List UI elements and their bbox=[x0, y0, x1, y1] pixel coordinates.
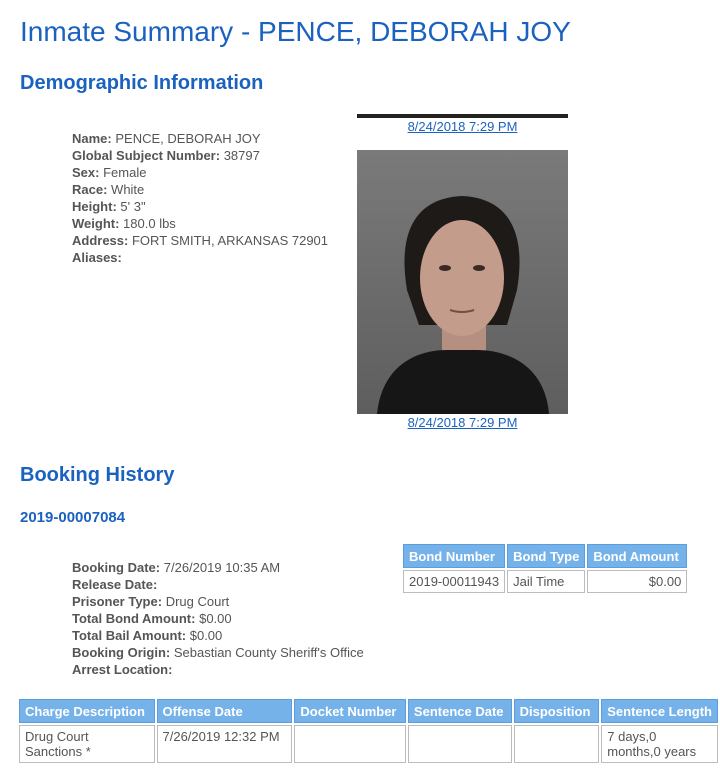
field-label: Booking Origin: bbox=[72, 645, 171, 660]
total-bail-amount-row bbox=[72, 627, 364, 644]
field-value: 38797 bbox=[223, 148, 260, 163]
field-label: Booking Date: bbox=[72, 560, 161, 575]
field-label: Address: bbox=[72, 233, 129, 248]
column-header: Bond Type bbox=[507, 544, 585, 568]
disposition-cell bbox=[514, 725, 600, 763]
aliases-row bbox=[72, 249, 328, 266]
field-label: Arrest Location: bbox=[72, 662, 173, 677]
table-row bbox=[403, 570, 687, 593]
booking-number-heading: 2019-00007084 bbox=[20, 509, 126, 526]
mugshot-photo[interactable] bbox=[357, 150, 568, 414]
field-label: Weight: bbox=[72, 216, 120, 231]
field-label: Total Bail Amount: bbox=[72, 628, 187, 643]
field-value: $0.00 bbox=[199, 611, 232, 626]
address-row bbox=[72, 232, 328, 249]
mugshot-image bbox=[357, 150, 568, 414]
photo-date-link[interactable]: 8/24/2018 7:29 PM bbox=[407, 415, 518, 430]
column-header: Offense Date bbox=[157, 699, 293, 723]
field-label: Name: bbox=[72, 131, 112, 146]
column-header: Bond Number bbox=[403, 544, 505, 568]
name-row bbox=[72, 130, 328, 147]
booking-history-heading: Booking History bbox=[20, 464, 175, 486]
total-bond-amount-row bbox=[72, 610, 364, 627]
field-value: PENCE, DEBORAH JOY bbox=[115, 131, 261, 146]
bond-amount-cell: $0.00 bbox=[587, 570, 687, 593]
global-subject-number-row bbox=[72, 147, 328, 164]
page-title: Inmate Summary - PENCE, DEBORAH JOY bbox=[20, 16, 571, 47]
release-date-row bbox=[72, 576, 364, 593]
height-row bbox=[72, 198, 328, 215]
charge-description-cell: Drug Court Sanctions * bbox=[19, 725, 155, 763]
field-value: Sebastian County Sheriff's Office bbox=[173, 645, 364, 660]
column-header: Docket Number bbox=[294, 699, 406, 723]
field-label: Prisoner Type: bbox=[72, 594, 163, 609]
column-header: Sentence Length bbox=[601, 699, 718, 723]
bond-table-header-row bbox=[403, 544, 687, 568]
field-value: FORT SMITH, ARKANSAS 72901 bbox=[131, 233, 329, 248]
column-header: Charge Description bbox=[19, 699, 155, 723]
bond-table bbox=[401, 542, 689, 595]
photo-date-link[interactable]: 8/24/2018 7:29 PM bbox=[407, 119, 518, 134]
demographic-fields bbox=[72, 130, 328, 266]
demographic-heading: Demographic Information bbox=[20, 72, 264, 94]
field-value: 5' 3" bbox=[120, 199, 146, 214]
column-header: Bond Amount bbox=[587, 544, 687, 568]
race-row bbox=[72, 181, 328, 198]
bond-number-cell: 2019-00011943 bbox=[403, 570, 505, 593]
field-label: Race: bbox=[72, 182, 108, 197]
docket-number-cell bbox=[294, 725, 406, 763]
sentence-length-cell: 7 days,0 months,0 years bbox=[601, 725, 718, 763]
column-header: Sentence Date bbox=[408, 699, 512, 723]
column-header: Disposition bbox=[514, 699, 600, 723]
arrest-location-row bbox=[72, 661, 364, 678]
field-label: Sex: bbox=[72, 165, 100, 180]
sentence-date-cell bbox=[408, 725, 512, 763]
booking-date-row bbox=[72, 559, 364, 576]
field-value: 180.0 lbs bbox=[123, 216, 176, 231]
bond-type-cell: Jail Time bbox=[507, 570, 585, 593]
sex-row bbox=[72, 164, 328, 181]
field-value: Female bbox=[103, 165, 147, 180]
weight-row bbox=[72, 215, 328, 232]
field-label: Aliases: bbox=[72, 250, 122, 265]
charge-table bbox=[17, 697, 720, 765]
field-label: Release Date: bbox=[72, 577, 158, 592]
photo-thumbnail-strip[interactable] bbox=[357, 114, 568, 118]
booking-origin-row bbox=[72, 644, 364, 661]
field-value: 7/26/2019 10:35 AM bbox=[163, 560, 281, 575]
field-label: Height: bbox=[72, 199, 117, 214]
field-label: Global Subject Number: bbox=[72, 148, 221, 163]
field-value: Drug Court bbox=[165, 594, 230, 609]
field-label: Total Bond Amount: bbox=[72, 611, 196, 626]
table-row bbox=[19, 725, 718, 763]
field-value: White bbox=[111, 182, 145, 197]
charge-table-header-row bbox=[19, 699, 718, 723]
booking-fields bbox=[72, 559, 364, 678]
offense-date-cell: 7/26/2019 12:32 PM bbox=[157, 725, 293, 763]
field-value: $0.00 bbox=[189, 628, 223, 643]
prisoner-type-row bbox=[72, 593, 364, 610]
